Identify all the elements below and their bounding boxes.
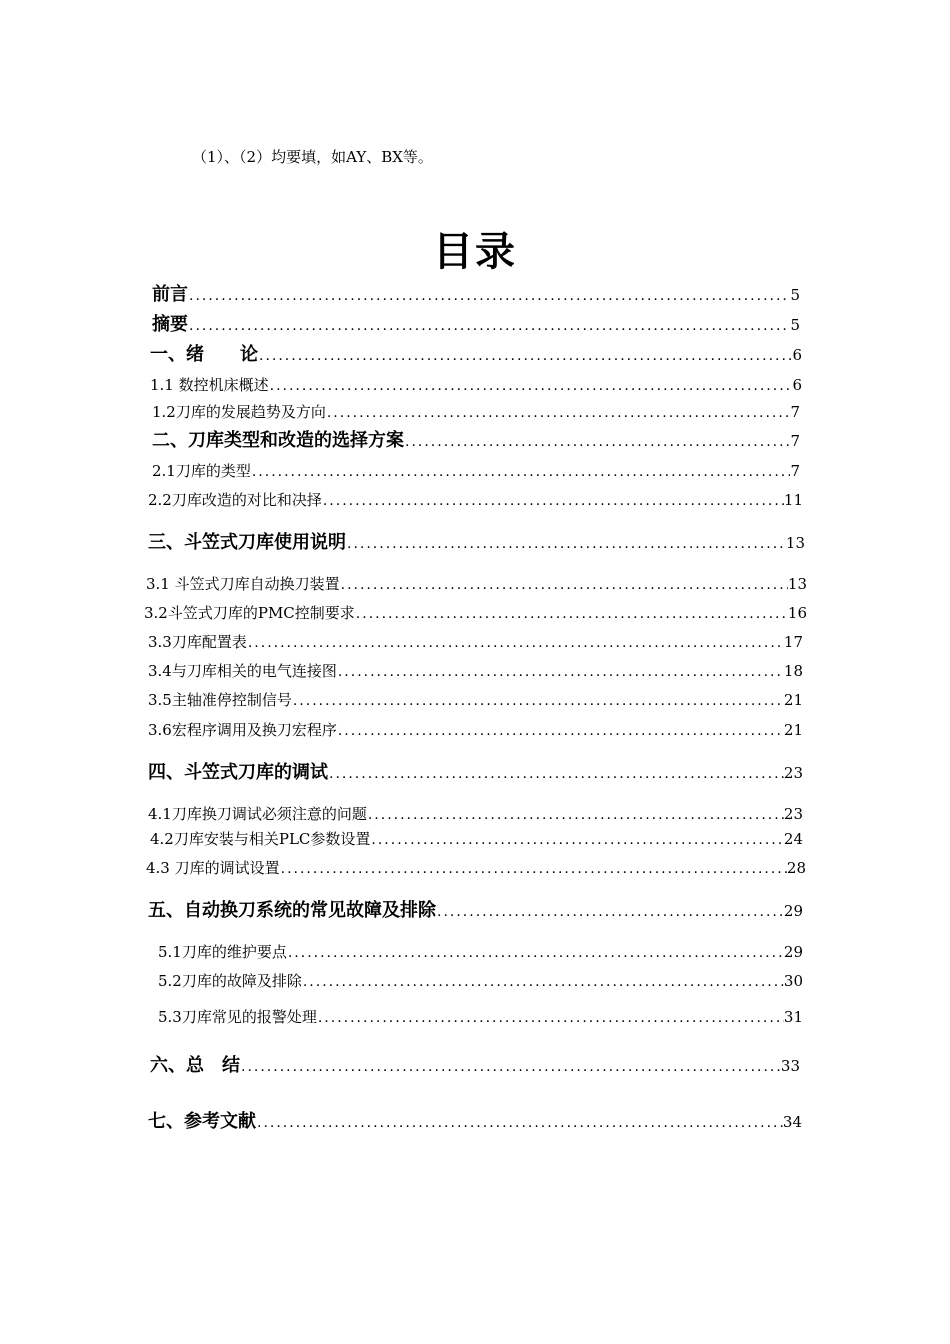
toc-leader-dots: [337, 661, 784, 683]
toc-entry[interactable]: [148, 1108, 802, 1134]
toc-leader-dots: [256, 1112, 783, 1134]
toc-entry[interactable]: [148, 800, 803, 826]
toc-entry-label: 5.2刀库的故障及排除: [158, 972, 302, 990]
toc-entry[interactable]: [144, 599, 807, 625]
toc-entry[interactable]: [148, 486, 803, 512]
toc-entry-label: 1.1 数控机床概述: [150, 376, 269, 394]
toc-entry-page: 7: [790, 403, 800, 421]
toc-leader-dots: [287, 942, 784, 964]
toc-entry[interactable]: [150, 341, 802, 367]
toc-entry-label: 四、斗笠式刀库的调试: [148, 762, 328, 783]
toc-entry-page: 6: [792, 346, 802, 364]
toc-entry-label: 3.4与刀库相关的电气连接图: [148, 662, 337, 680]
toc-entry-label: 5.1刀库的维护要点: [158, 943, 287, 961]
toc-entry[interactable]: [158, 967, 803, 993]
toc-leader-dots: [292, 690, 784, 712]
toc-leader-dots: [337, 720, 784, 742]
toc-entry-label: 3.2斗笠式刀库的PMC控制要求: [144, 604, 355, 622]
toc-entry-page: 23: [783, 805, 803, 823]
toc-entry[interactable]: [148, 686, 803, 712]
toc-entry-label: 三、斗笠式刀库使用说明: [148, 532, 346, 553]
toc-leader-dots: [328, 763, 784, 785]
toc-entry-label: 2.1刀库的类型: [152, 462, 251, 480]
toc-entry-label: 1.2刀库的发展趋势及方向: [152, 403, 326, 421]
toc-entry-label: 4.2刀库安装与相关PLC参数设置: [150, 830, 371, 848]
toc-entry[interactable]: [158, 938, 803, 964]
toc-entry[interactable]: [148, 657, 803, 683]
toc-entry-page: 28: [786, 859, 806, 877]
toc-entry[interactable]: [152, 398, 800, 424]
toc-entry[interactable]: [150, 825, 803, 851]
toc-entry-label: 六、总 结: [150, 1055, 240, 1076]
toc-entry-label: 3.5主轴准停控制信号: [148, 691, 292, 709]
toc-entry-page: 5: [790, 316, 800, 334]
toc-entry-page: 24: [783, 830, 803, 848]
toc-entry-page: 16: [787, 604, 807, 622]
toc-entry-label: 3.3刀库配置表: [148, 633, 247, 651]
toc-entry[interactable]: [152, 427, 800, 453]
toc-leader-dots: [188, 315, 790, 337]
toc-entry-label: 摘要: [152, 314, 188, 335]
toc-entry-page: 17: [783, 633, 803, 651]
toc-entry[interactable]: [150, 371, 802, 397]
toc-leader-dots: [188, 285, 790, 307]
toc-leader-dots: [322, 490, 784, 512]
toc-leader-dots: [404, 431, 790, 453]
toc-entry-page: 7: [790, 432, 800, 450]
toc-entry[interactable]: [148, 759, 803, 785]
toc-leader-dots: [251, 461, 791, 483]
toc-entry-page: 21: [783, 691, 803, 709]
toc-entry[interactable]: [146, 854, 806, 880]
toc-entry-label: 前言: [152, 284, 188, 305]
toc-leader-dots: [326, 402, 791, 424]
toc-entry-label: 3.6宏程序调用及换刀宏程序: [148, 721, 337, 739]
toc-leader-dots: [247, 632, 784, 654]
toc-entry-label: 2.2刀库改造的对比和决择: [148, 491, 322, 509]
toc-entry-page: 13: [787, 575, 807, 593]
toc-entry[interactable]: [152, 281, 800, 307]
toc-entry-label: 4.1刀库换刀调试必须注意的问题: [148, 805, 367, 823]
toc-leader-dots: [280, 858, 787, 880]
toc-entry[interactable]: [148, 529, 805, 555]
toc-entry[interactable]: [158, 1003, 803, 1029]
toc-entry-page: 23: [783, 764, 803, 782]
toc-entry-page: 5: [790, 286, 800, 304]
toc-entry-label: 五、自动换刀系统的常见故障及排除: [148, 900, 436, 921]
toc-entry-page: 13: [785, 534, 805, 552]
toc-leader-dots: [302, 971, 784, 993]
toc-entry-page: 33: [780, 1057, 800, 1075]
toc-leader-dots: [317, 1007, 784, 1029]
toc-entry-page: 18: [783, 662, 803, 680]
toc-leader-dots: [346, 533, 786, 555]
toc-entry-label: 七、参考文献: [148, 1111, 256, 1132]
toc-entry[interactable]: [150, 1052, 800, 1078]
toc-entry[interactable]: [152, 311, 800, 337]
toc-entry-page: 34: [782, 1113, 802, 1131]
toc-entry-page: 29: [783, 943, 803, 961]
toc-leader-dots: [269, 375, 793, 397]
toc-entry-label: 一、绪 论: [150, 344, 258, 365]
toc-entry[interactable]: [148, 716, 803, 742]
toc-title: 目录: [433, 229, 517, 275]
toc-leader-dots: [370, 829, 784, 851]
toc-entry[interactable]: [148, 628, 803, 654]
toc-entry-page: 30: [783, 972, 803, 990]
toc-entry-page: 29: [783, 902, 803, 920]
toc-entry-page: 11: [783, 491, 803, 509]
toc-entry-label: 二、刀库类型和改造的选择方案: [152, 430, 404, 451]
toc-leader-dots: [258, 345, 792, 367]
toc-leader-dots: [355, 603, 788, 625]
toc-entry-page: 6: [792, 376, 802, 394]
toc-entry-page: 21: [783, 721, 803, 739]
toc-entry-label: 5.3刀库常见的报警处理: [158, 1008, 317, 1026]
toc-leader-dots: [240, 1056, 781, 1078]
toc-leader-dots: [340, 574, 788, 596]
toc-entry-label: 3.1 斗笠式刀库自动换刀装置: [146, 575, 340, 593]
toc-entry-label: 4.3 刀库的调试设置: [146, 859, 280, 877]
toc-entry-page: 7: [790, 462, 800, 480]
toc-entry[interactable]: [152, 457, 800, 483]
toc-entry-page: 31: [783, 1008, 803, 1026]
toc-entry[interactable]: [146, 570, 807, 596]
toc-leader-dots: [367, 804, 784, 826]
instruction-note: （1）、（2）均要填，如AY、BX等。: [192, 148, 433, 166]
toc-leader-dots: [436, 901, 784, 923]
toc-entry[interactable]: [148, 897, 803, 923]
